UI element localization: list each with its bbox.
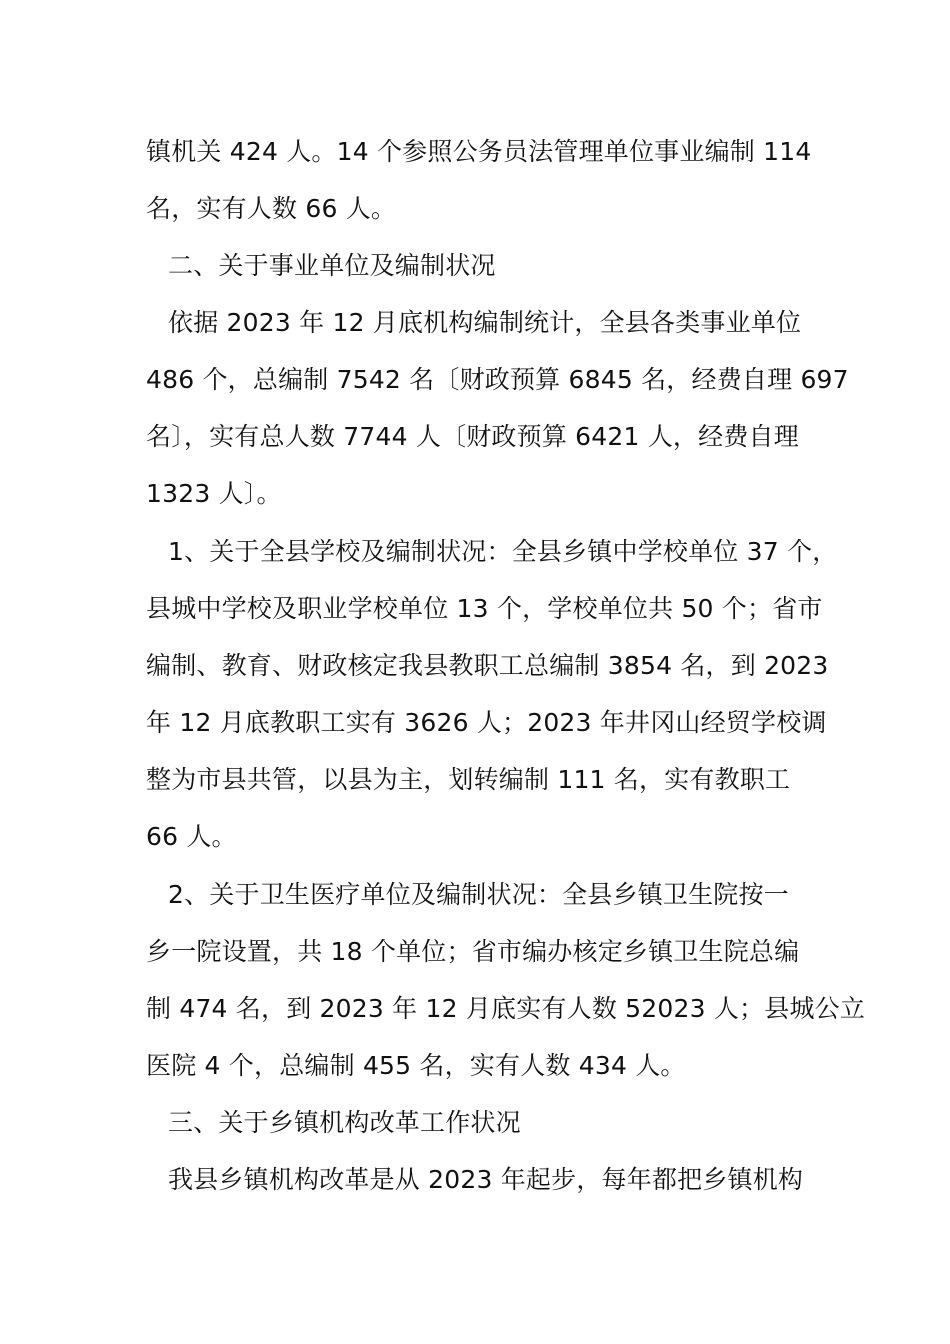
text-line: 我县乡镇机构改革是从 2023 年起步，每年都把乡镇机构: [168, 1165, 804, 1194]
section-heading: 三、关于乡镇机构改革工作状况: [168, 1108, 521, 1137]
text-line: 依据 2023 年 12 月底机构编制统计，全县各类事业单位: [168, 308, 802, 337]
text-line: 编制、教育、财政核定我县教职工总编制 3854 名，到 2023: [146, 651, 829, 680]
text-line: 镇机关 424 人。14 个参照公务员法管理单位事业编制 114: [146, 137, 812, 166]
text-line: 县城中学校及职业学校单位 13 个，学校单位共 50 个；省市: [146, 594, 823, 623]
text-line: 66 人。: [146, 822, 237, 851]
text-line: 名，实有人数 66 人。: [146, 194, 397, 223]
text-line: 1、关于全县学校及编制状况：全县乡镇中学校单位 37 个，: [168, 537, 838, 566]
section-heading: 二、关于事业单位及编制状况: [168, 251, 496, 280]
text-line: 医院 4 个，总编制 455 名，实有人数 434 人。: [146, 1051, 686, 1080]
text-line: 1323 人〕。: [146, 479, 282, 508]
text-line: 486 个，总编制 7542 名〔财政预算 6845 名，经费自理 697: [146, 365, 849, 394]
text-line: 2、关于卫生医疗单位及编制状况：全县乡镇卫生院按一: [168, 880, 789, 909]
text-line: 乡一院设置，共 18 个单位；省市编办核定乡镇卫生院总编: [146, 937, 800, 966]
text-line: 制 474 名，到 2023 年 12 月底实有人数 52023 人；县城公立: [146, 994, 866, 1023]
text-line: 年 12 月底教职工实有 3626 人；2023 年井冈山经贸学校调: [146, 708, 827, 737]
text-line: 名〕，实有总人数 7744 人〔财政预算 6421 人，经费自理: [146, 422, 799, 451]
text-line: 整为市县共管，以县为主，划转编制 111 名，实有教职工: [146, 765, 791, 794]
